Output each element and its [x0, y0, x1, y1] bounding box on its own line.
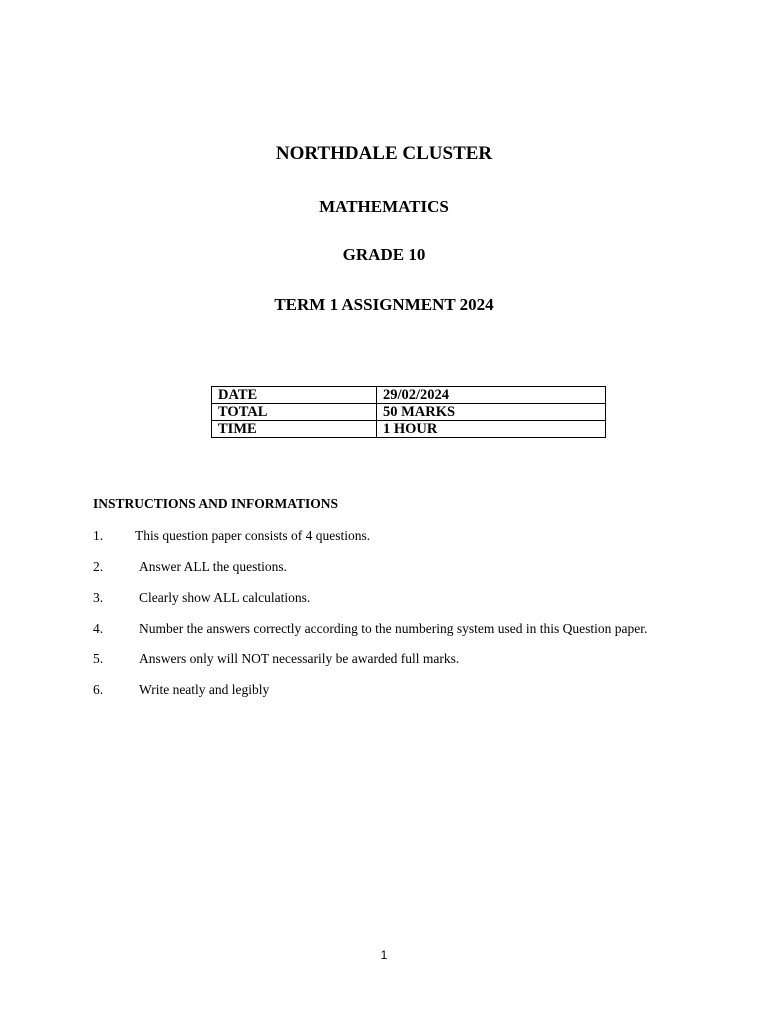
- subject-heading: MATHEMATICS: [319, 197, 449, 216]
- instruction-text: Write neatly and legibly: [139, 682, 270, 697]
- date-label: DATE: [212, 387, 377, 404]
- table-row: [212, 404, 606, 421]
- total-label: TOTAL: [212, 404, 377, 421]
- grade-heading: GRADE 10: [342, 245, 426, 264]
- instruction-number: 4.: [93, 621, 104, 636]
- total-value: 50 MARKS: [377, 404, 606, 421]
- instruction-text: Answers only will NOT necessarily be awarded full marks.: [139, 651, 460, 666]
- table-row: [212, 421, 606, 438]
- instruction-text: This question paper consists of 4 questions.: [135, 528, 371, 543]
- table-row: [212, 387, 606, 404]
- instructions-title: INSTRUCTIONS AND INFORMATIONS: [93, 496, 339, 511]
- assignment-heading: TERM 1 ASSIGNMENT 2024: [274, 295, 494, 314]
- page-number: 1: [380, 948, 388, 962]
- time-value: 1 HOUR: [377, 421, 606, 438]
- cluster-heading: NORTHDALE CLUSTER: [275, 143, 493, 164]
- instruction-number: 1.: [93, 528, 104, 543]
- instruction-number: 2.: [93, 559, 104, 574]
- instruction-number: 6.: [93, 682, 104, 697]
- instruction-text: Clearly show ALL calculations.: [139, 590, 311, 605]
- instruction-text: Answer ALL the questions.: [139, 559, 287, 574]
- instruction-number: 3.: [93, 590, 104, 605]
- exam-info-table: [211, 386, 606, 438]
- time-label: TIME: [212, 421, 377, 438]
- date-value: 29/02/2024: [377, 387, 606, 404]
- instruction-number: 5.: [93, 651, 104, 666]
- instruction-text: Number the answers correctly according to the numbering system used in this Question paper.: [139, 621, 648, 636]
